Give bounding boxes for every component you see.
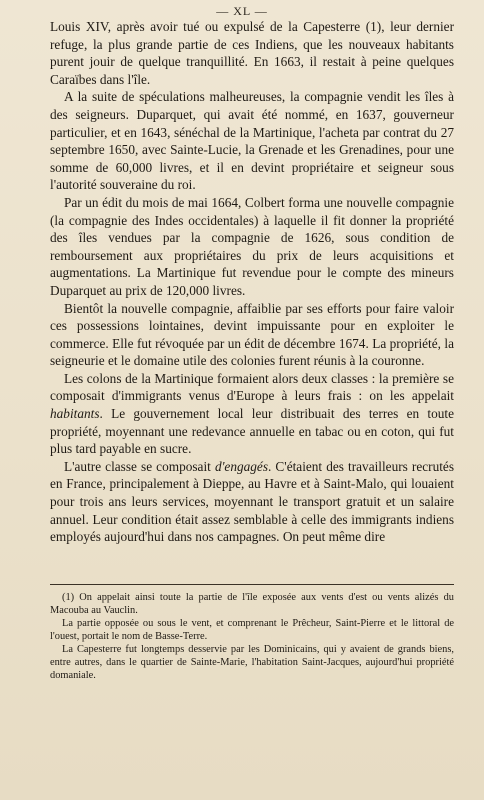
paragraph-1: Louis XIV, après avoir tué ou expulsé de la Capesterre (1), leur dernier refuge, la plus grande partie de ces Indiens, que les nouveaux habitants purent jouir de quelque tranquillité. En 1663, il restait à peine quelques Caraïbes dans l'île. [50, 19, 454, 87]
paragraph-5 [50, 370, 454, 458]
footnote-2: La partie opposée ou sous le vent, et comprenant le Prêcheur, Saint-Pierre et le littoral de l'ouest, portait le nom de Basse-Terre. [50, 618, 454, 642]
paragraph-4: Bientôt la nouvelle compagnie, affaiblie par ses efforts pour faire valoir ces possessions lointaines, devint impuissante pour en exploiter le commerce. Elle fut révoquée par un édit de décembre 1674. La propriété, la seigneurie et le domaine utile des colonies furent réunis à la couronne. [50, 300, 454, 369]
page-number: — XL — [216, 4, 268, 18]
paragraph-6 [50, 458, 454, 546]
paragraph-6-text-end: . C'étaient des travailleurs recrutés en France, principalement à Dieppe, au Havre et à Saint-Malo, qui louaient pour trois ans leurs services, moyennant le transport gratuit et un salaire annuel. Leur condition était assez semblable à celle des immigrants indiens employés aujourd'hui dans nos campagnes. On peut même dire [50, 458, 455, 545]
paragraph-5-italic-term: habitants [50, 406, 100, 422]
footnote-divider [50, 584, 454, 585]
paragraph-5-text-start: Les colons de la Martinique formaient alors deux classes : la première se composait d'immigrants venus d'Europe à leurs frais : on les appelait [50, 370, 454, 404]
paragraph-3: Par un édit du mois de mai 1664, Colbert forma une nouvelle compagnie (la compagnie des Indes occidentales) à laquelle il fit donner la propriété des îles vendues par la compagnie de 1626, sous condition de remboursement aux propriétaires du prix de leurs acquisitions et augmentations. La Martinique fut revendue pour le compte des mineurs Duparquet au prix de 120,000 livres. [50, 194, 454, 298]
paragraph-2: A la suite de spéculations malheureuses, la compagnie vendit les îles à des seigneurs. Duparquet, qui avait été nommé, en 1637, gouverneur particulier, et en 1643, sénéchal de la Martinique, l'acheta par contrat du 27 septembre 1650, avec Sainte-Lucie, la Grenade et les Grenadines, pour une somme de 60,000 livres, et il en devint propriétaire et seigneur sous l'autorité souveraine du roi. [50, 89, 454, 193]
footnotes [50, 592, 454, 683]
footnote-3: La Capesterre fut longtemps desservie par les Dominicains, qui y avaient de grands biens, entre autres, dans le quartier de Sainte-Marie, l'habitation Saint-Jacques, aujourd'hui propriété domaniale. [50, 644, 454, 681]
footnote-1: (1) On appelait ainsi toute la partie de l'île exposée aux vents d'est ou vents alizés du Macouba au Vauclin. [50, 592, 454, 616]
paragraph-6-text-start: L'autre classe se composait [64, 458, 215, 474]
paragraph-6-italic-term: d'engagés [214, 458, 269, 474]
paragraph-5-text-end: . Le gouvernement local leur distribuait des terres en toute propriété, moyennant une redevance annuelle en tabac ou en coton, qui fut plus tard payable en sucre. [50, 406, 454, 457]
main-text [50, 18, 454, 546]
